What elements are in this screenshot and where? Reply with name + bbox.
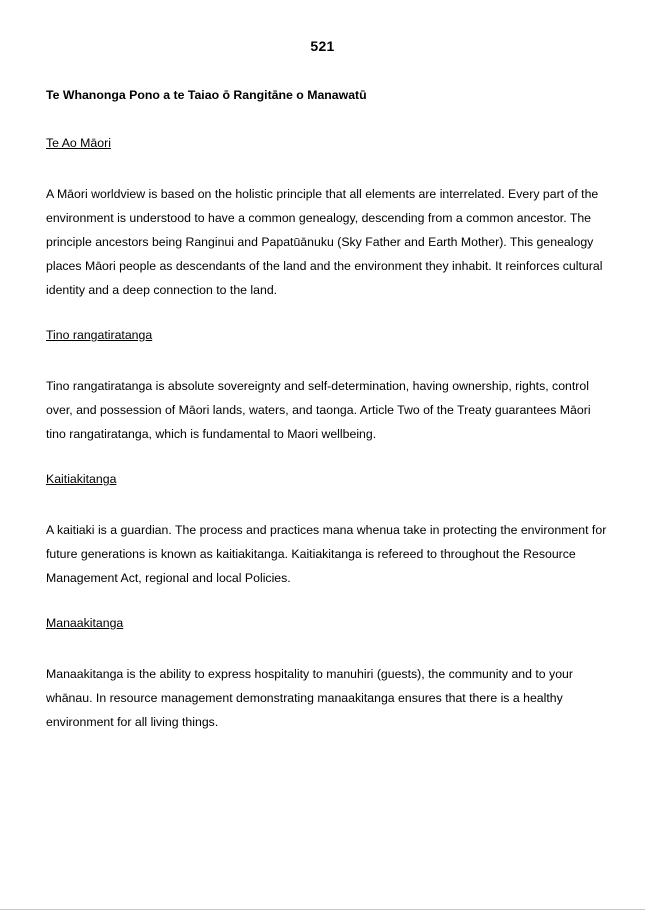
section-heading-manaakitanga: Manaakitanga [46,616,124,630]
page-bottom-divider [0,909,645,910]
section-paragraph-tino-rangatiratanga [46,374,606,446]
paragraph-line: A Māori worldview is based on the holistic principle that all elements are interrelated. Every part of the [46,187,599,201]
paragraph-line: Management Act, regional and local Policies. [46,571,291,585]
paragraph-line: environment for all living things. [46,715,219,729]
section-paragraph-kaitiakitanga [46,518,606,590]
paragraph-line: places Māori people as descendants of the land and the environment they inhabit. It reinforces cultural [46,259,603,273]
document-title: Te Whanonga Pono a te Taiao ō Rangitāne o Manawatū [46,88,367,102]
section-paragraph-te-ao-maori [46,182,606,302]
paragraph-line: whānau. In resource management demonstrating manaakitanga ensures that there is a healthy [46,691,563,705]
document-body [46,86,606,758]
section-heading-kaitiakitanga: Kaitiakitanga [46,472,117,486]
page-number: 521 [310,38,335,54]
paragraph-line: Manaakitanga is the ability to express hospitality to manuhiri (guests), the community and to your [46,667,573,681]
paragraph-line: over, and possession of Māori lands, waters, and taonga. Article Two of the Treaty guarantees Māori [46,403,591,417]
paragraph-line: Tino rangatiratanga is absolute sovereignty and self-determination, having ownership, rights, control [46,379,589,393]
paragraph-line: A kaitiaki is a guardian. The process and practices mana whenua take in protecting the environment for [46,523,607,537]
paragraph-line: principle ancestors being Ranginui and Papatūānuku (Sky Father and Earth Mother). This genealogy [46,235,594,249]
section-heading-tino-rangatiratanga: Tino rangatiratanga [46,328,153,342]
paragraph-line: identity and a deep connection to the land. [46,283,278,297]
paragraph-line: tino rangatiratanga, which is fundamental to Maori wellbeing. [46,427,377,441]
paragraph-line: environment is understood to have a common genealogy, descending from a common ancestor. The [46,211,592,225]
paragraph-line: future generations is known as kaitiakitanga. Kaitiakitanga is refereed to throughout the Resource [46,547,576,561]
section-paragraph-manaakitanga [46,662,606,734]
section-heading-te-ao-maori: Te Ao Māori [46,136,111,150]
